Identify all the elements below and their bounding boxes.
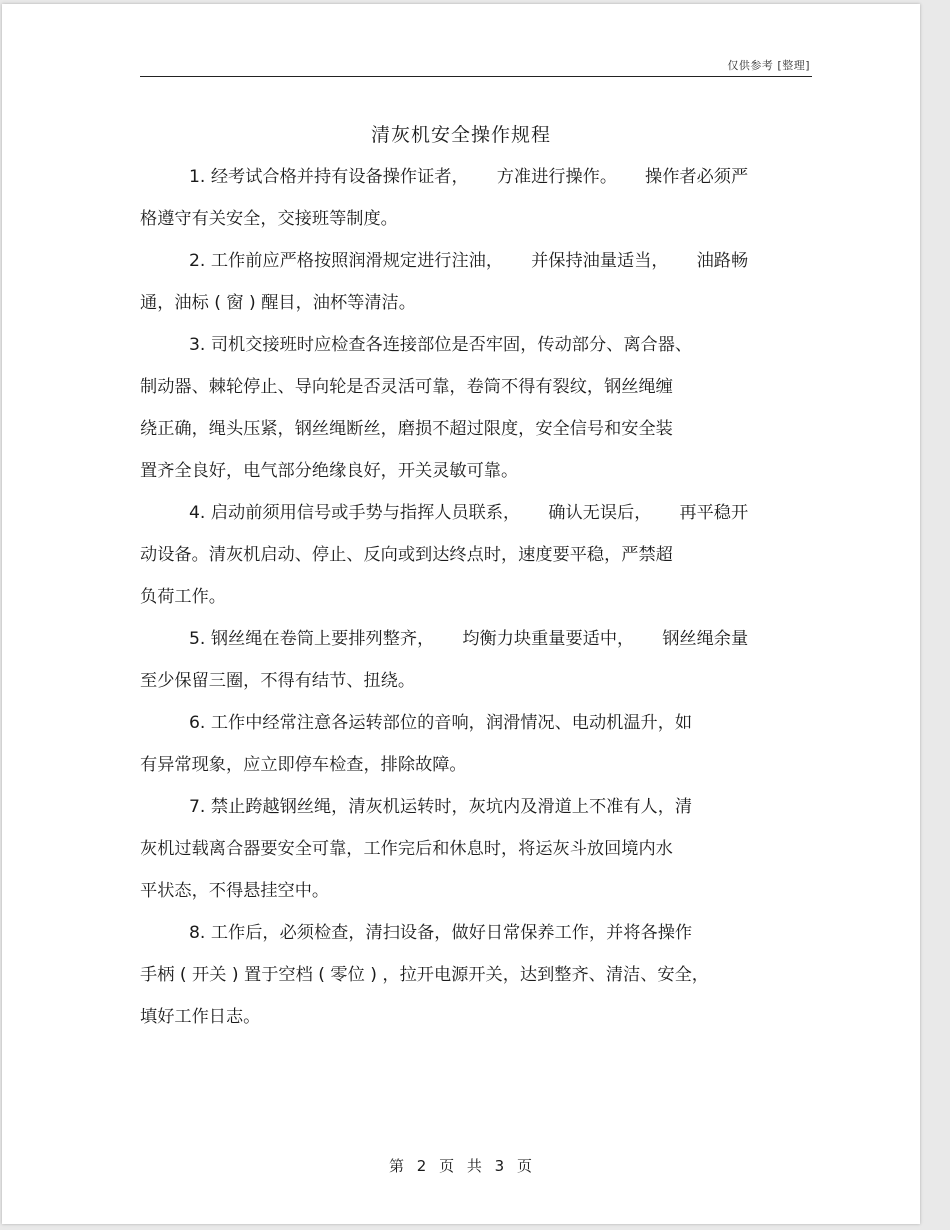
header-note: 仅供参考 [整理] [727,59,810,72]
text-segment: 1. 经考试合格并持有设备操作证者， [189,167,469,187]
text-segment: 4. 启动前须用信号或手势与指挥人员联系， [189,503,521,523]
text-segment: 8. 工作后，必须检查，清扫设备，做好日常保养工作，并将各操作 [189,923,693,943]
page-number: 第 2 页 共 3 页 [389,1157,533,1175]
paragraph [140,618,812,702]
text-segment: 3. 司机交接班时应检查各连接部位是否牢固，传动部分、离合器、 [189,335,693,355]
text-segment: 平状态，不得悬挂空中。 [140,881,330,901]
paragraph-line [140,744,812,786]
text-segment: 负荷工作。 [140,587,226,607]
document-body [140,156,812,1038]
document-title: 清灰机安全操作规程 [370,124,551,146]
paragraph-line [140,828,812,870]
text-segment: 均衡力块重量要适中， [462,629,635,649]
paragraph-line [140,954,812,996]
paragraph [140,912,812,1038]
paragraph [140,786,812,912]
document-page [2,4,920,1224]
text-segment: 置齐全良好，电气部分绝缘良好，开关灵敏可靠。 [140,461,519,481]
header-rule [140,76,812,77]
text-segment: 填好工作日志。 [140,1007,261,1027]
paragraph [140,240,812,324]
text-segment: 通，油标 ( 窗 ) 醒目，油杯等清洁。 [140,293,416,313]
text-segment: 手柄 ( 开关 ) 置于空档 ( 零位 ) ，拉开电源开关，达到整齐、清洁、安全， [140,965,709,985]
paragraph-line [140,198,812,240]
paragraph-line [140,240,812,282]
text-segment: 再平稳开 [679,503,749,523]
text-segment: 格遵守有关安全，交接班等制度。 [140,209,398,229]
text-segment: 并保持油量适当， [531,251,669,271]
paragraph-line [140,996,812,1038]
text-segment: 2. 工作前应严格按照润滑规定进行注油， [189,251,504,271]
paragraph-line [140,660,812,702]
paragraph-line [140,702,812,744]
paragraph-line [140,618,812,660]
text-segment: 动设备。清灰机启动、停止、反向或到达终点时，速度要平稳，严禁超 [140,545,673,565]
paragraph-line [140,786,812,828]
paragraph-line [140,576,812,618]
text-segment: 7. 禁止跨越钢丝绳，清灰机运转时，灰坑内及滑道上不准有人，清 [189,797,693,817]
text-segment: 有异常现象，应立即停车检查，排除故障。 [140,755,467,775]
text-segment: 6. 工作中经常注意各运转部位的音响，润滑情况、电动机温升，如 [189,713,693,733]
text-segment: 操作者必须严 [645,167,749,187]
paragraph [140,492,812,618]
paragraph-line [140,912,812,954]
paragraph [140,156,812,240]
text-segment: 钢丝绳余量 [662,629,749,649]
paragraph-line [140,534,812,576]
paragraph [140,324,812,492]
paragraph-line [140,870,812,912]
paragraph-line [140,366,812,408]
paragraph-line [140,324,812,366]
text-segment: 方准进行操作。 [496,167,618,187]
paragraph-line [140,408,812,450]
text-segment: 油路畅 [696,251,749,271]
text-segment: 灰机过载离合器要安全可靠，工作完后和休息时，将运灰斗放回境内水 [140,839,673,859]
text-segment: 制动器、棘轮停止、导向轮是否灵活可靠，卷筒不得有裂纹，钢丝绳缠 [140,377,673,397]
text-segment: 确认无误后， [548,503,652,523]
paragraph-line [140,282,812,324]
paragraph-line [140,492,812,534]
text-segment: 至少保留三圈，不得有结节、扭绕。 [140,671,416,691]
paragraph [140,702,812,786]
paragraph-line [140,156,812,198]
paragraph-line [140,450,812,492]
text-segment: 绕正确，绳头压紧，钢丝绳断丝，磨损不超过限度，安全信号和安全装 [140,419,673,439]
text-segment: 5. 钢丝绳在卷筒上要排列整齐， [189,629,435,649]
